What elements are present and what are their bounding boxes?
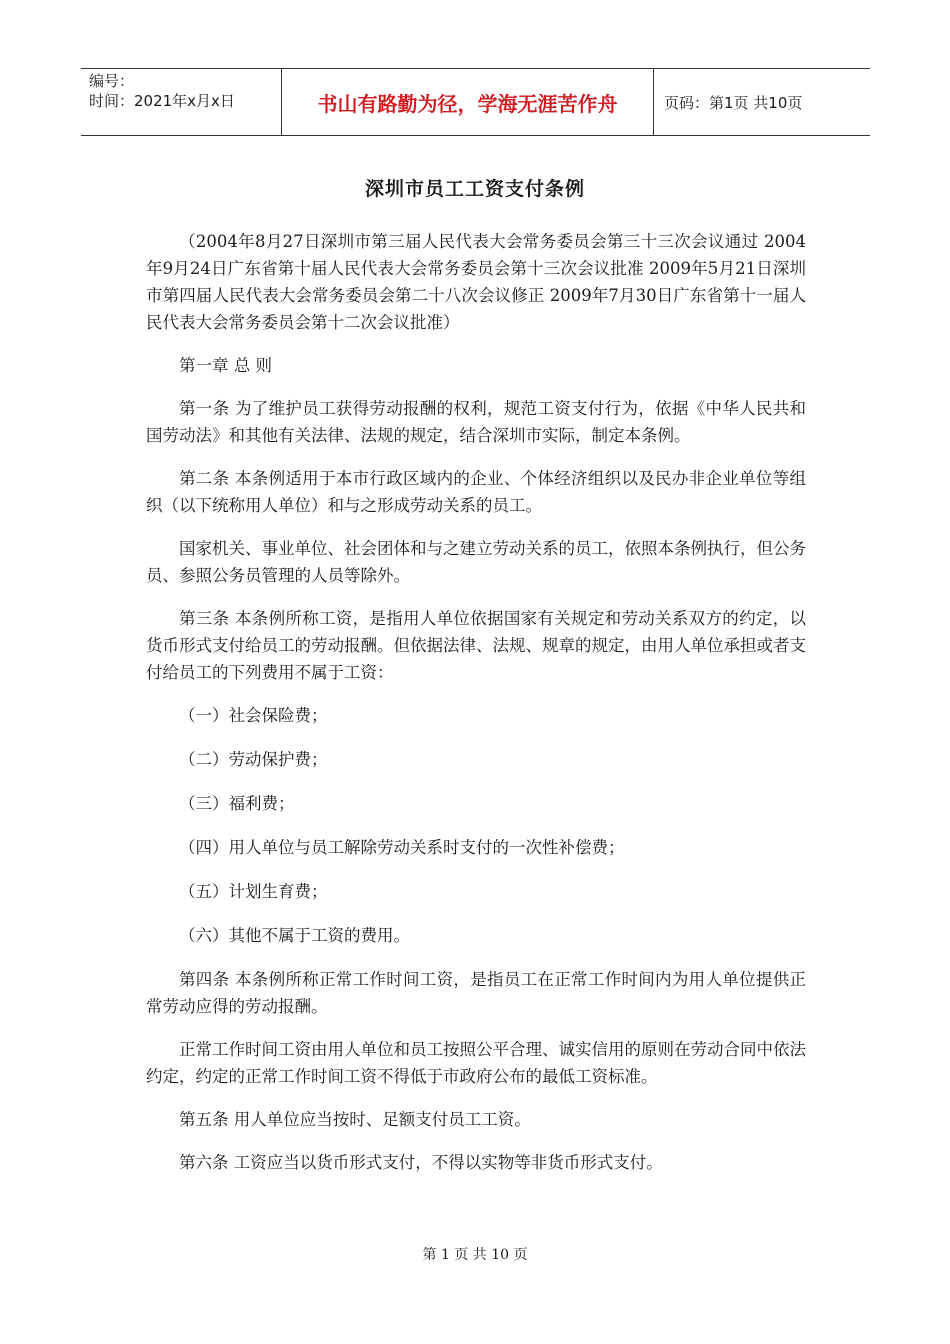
paragraph-article-2: 第二条 本条例适用于本市行政区域内的企业、个体经济组织以及民办非企业单位等组织（以下统称用人单位）和与之形成劳动关系的员工。	[146, 469, 806, 515]
paragraph-article-5: 第五条 用人单位应当按时、足额支付员工工资。	[179, 1110, 531, 1129]
list-item: （一）社会保险费；	[179, 706, 328, 725]
paragraph-article-6: 第六条 工资应当以货币形式支付，不得以实物等非货币形式支付。	[179, 1153, 663, 1172]
paragraph-article-4-clause: 正常工作时间工资由用人单位和员工按照公平合理、诚实信用的原则在劳动合同中依法约定，约定的正常工作时间工资不得低于市政府公布的最低工资标准。	[146, 1040, 806, 1086]
document-title: 深圳市员工工资支付条例	[364, 178, 585, 200]
paragraph-article-1: 第一条 为了维护员工获得劳动报酬的权利，规范工资支付行为，依据《中华人民共和国劳动法》和其他有关法律、法规的规定，结合深圳市实际，制定本条例。	[146, 399, 806, 445]
document-date-label: 时间：2021年x月x日	[89, 92, 235, 110]
list-item: （六）其他不属于工资的费用。	[179, 926, 410, 945]
list-item: （二）劳动保护费；	[179, 750, 328, 769]
list-item: （五）计划生育费；	[179, 882, 328, 901]
chapter-heading: 第一章 总 则	[179, 356, 272, 375]
paragraph-preamble: （2004年8月27日深圳市第三届人民代表大会常务委员会第三十三次会议通过 2004年9月24日广东省第十届人民代表大会常务委员会第十三次会议批准 2009年5月21日深圳市第四届人民代表大会常务委员会第二十八次会议修正 2009年7月30日广东省第十一届人民代表大会常务委员会第十二次会议批准）	[146, 232, 806, 332]
paragraph-article-3: 第三条 本条例所称工资，是指用人单位依据国家有关规定和劳动关系双方的约定，以货币形式支付给员工的劳动报酬。但依据法律、法规、规章的规定，由用人单位承担或者支付给员工的下列费用不属于工资：	[146, 609, 806, 682]
header-motto: 书山有路勤为径，学海无涯苦作舟	[281, 69, 654, 135]
paragraph-article-2-clause: 国家机关、事业单位、社会团体和与之建立劳动关系的员工，依照本条例执行，但公务员、参照公务员管理的人员等除外。	[146, 539, 806, 585]
paragraph-article-4: 第四条 本条例所称正常工作时间工资，是指员工在正常工作时间内为用人单位提供正常劳动应得的劳动报酬。	[146, 970, 806, 1016]
document-body	[146, 228, 806, 1192]
header-page-info: 页码：第1页 共10页	[664, 93, 803, 112]
page-footer: 第 1 页 共 10 页	[422, 1247, 528, 1263]
list-item: （三）福利费；	[179, 794, 295, 813]
document-number-label: 编号：	[89, 72, 135, 90]
header-meta	[81, 69, 281, 135]
list-item: （四）用人单位与员工解除劳动关系时支付的一次性补偿费；	[179, 838, 625, 857]
page-header	[81, 68, 870, 136]
